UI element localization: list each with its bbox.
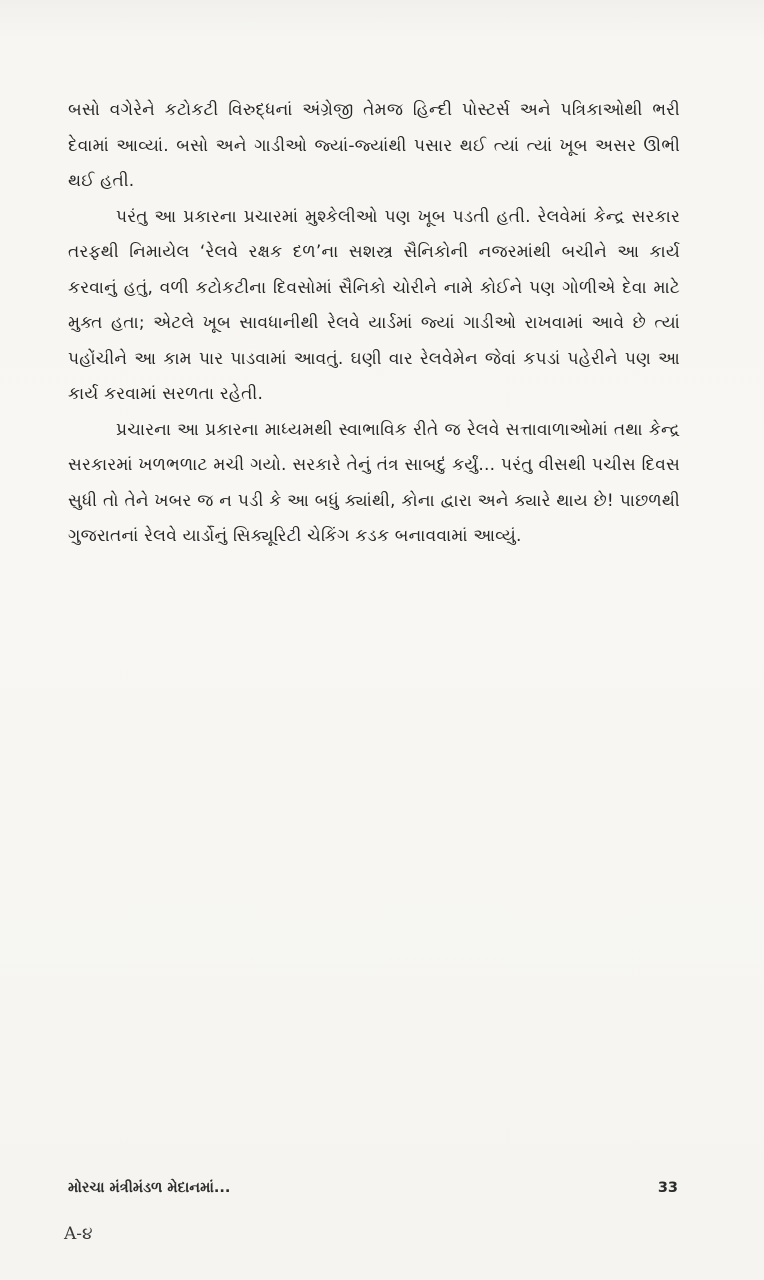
paragraph-1: બસો વગેરેને કટોકટી વિરુદ્ધનાં અંગ્રેજી તેમજ હિન્દી પોસ્ટર્સ અને પત્રિકાઓથી ભરી દેવામાં આવ્યાં. બસો અને ગાડીઓ જ્યાં-જ્યાંથી પસાર થઈ ત્યાં ત્યાં ખૂબ અસર ઊભી થઈ હતી.: [68, 100, 680, 191]
signature-mark: A-૪: [64, 1224, 93, 1244]
running-title: મોરચા મંત્રીમંડળ મેદાનમાં...: [68, 1180, 231, 1196]
body-text: [68, 93, 680, 555]
page-number: 33: [657, 1180, 678, 1196]
paragraph-3: પ્રચારના આ પ્રકારના માધ્યમથી સ્વાભાવિક રીતે જ રેલવે સત્તાવાળાઓમાં તથા કેન્દ્ર સરકારમાં ખળભળાટ મચી ગયો. સરકારે તેનું તંત્ર સાબદું કર્યું... પરંતુ વીસથી પચીસ દિવસ સુધી તો તેને ખબર જ ન પડી કે આ બધું ક્યાંથી, કોના દ્વારા અને ક્યારે થાય છે! પાછળથી ગુજરાતનાં રેલવે યાર્ડોનું સિક્યૂરિટી ચેકિંગ કડક બનાવવામાં આવ્યું.: [68, 419, 680, 546]
paragraph-2: પરંતુ આ પ્રકારના પ્રચારમાં મુશ્કેલીઓ પણ ખૂબ પડતી હતી. રેલવેમાં કેન્દ્ર સરકાર તરફથી નિમાયેલ ‘રેલવે રક્ષક દળ’ના સશસ્ત્ર સૈનિકોની નજરમાંથી બચીને આ કાર્ય કરવાનું હતું, વળી કટોકટીના દિવસોમાં સૈનિકો ચોરીને નામે કોઈને પણ ગોળીએ દેવા માટે મુક્ત હતા; એટલે ખૂબ સાવધાનીથી રેલવે યાર્ડમાં જ્યાં ગાડીઓ રાખવામાં આવે છે ત્યાં પહોંચીને આ કામ પાર પાડવામાં આવતું. ઘણી વાર રેલવેમેન જેવાં કપડાં પહેરીને પણ આ કાર્ય કરવામાં સરળતા રહેતી.: [68, 206, 680, 404]
page-footer: [68, 1180, 680, 1204]
